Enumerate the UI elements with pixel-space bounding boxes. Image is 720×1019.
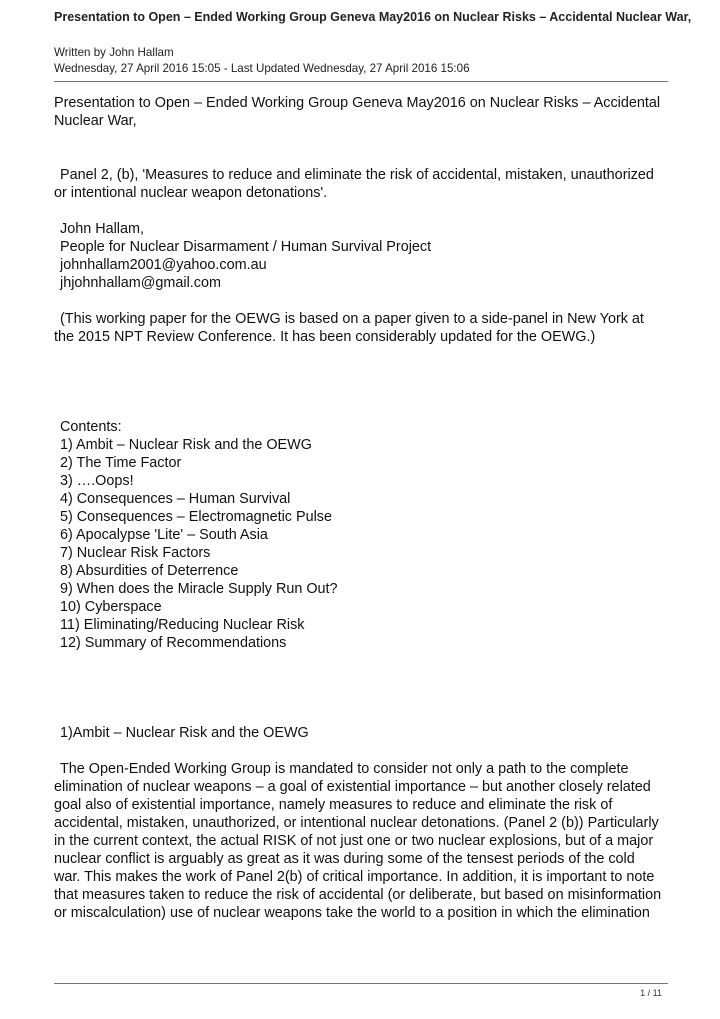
contents-item: 1) Ambit – Nuclear Risk and the OEWG — [60, 437, 312, 453]
contact-email: johnhallam2001@yahoo.com.au — [60, 257, 267, 273]
section-line: in the current context, the actual RISK of not just one or two nuclear explosions, but of a major — [54, 833, 654, 849]
section-line: that measures taken to reduce the risk of accidental (or deliberate, but based on misinformation — [54, 887, 662, 903]
contents-item: 9) When does the Miracle Supply Run Out? — [60, 581, 338, 597]
article-body — [54, 94, 666, 922]
contact-block — [54, 220, 666, 292]
contact-name: John Hallam, — [60, 221, 144, 237]
date-line: Wednesday, 27 April 2016 15:05 - Last Updated Wednesday, 27 April 2016 15:06 — [54, 62, 470, 75]
contents-item: 11) Eliminating/Reducing Nuclear Risk — [60, 617, 305, 633]
contents-item: 12) Summary of Recommendations — [60, 635, 287, 651]
note-paragraph — [54, 310, 666, 346]
running-title: Presentation to Open – Ended Working Group Geneva May2016 on Nuclear Risks – Accidental Nuclear War, — [54, 10, 692, 24]
panel-line: or intentional nuclear weapon detonations'. — [54, 185, 328, 201]
contact-email: jhjohnhallam@gmail.com — [60, 275, 221, 291]
contents-item: 4) Consequences – Human Survival — [60, 491, 291, 507]
note-line: (This working paper for the OEWG is based on a paper given to a side-panel in New York at — [60, 311, 644, 327]
section-heading-text: 1)Ambit – Nuclear Risk and the OEWG — [60, 725, 309, 741]
panel-paragraph — [54, 166, 666, 202]
section-line: elimination of nuclear weapons – a goal of existential importance – but another closely related — [54, 779, 651, 795]
section-line: nuclear conflict is arguably as great as it was during some of the tensest periods of the cold — [54, 851, 635, 867]
section-line: or miscalculation) use of nuclear weapons take the world to a position in which the elimination — [54, 905, 650, 921]
author-line: Written by John Hallam — [54, 46, 174, 59]
section-line: goal also of existential importance, namely measures to reduce and eliminate the risk of — [54, 797, 613, 813]
contents-item: 7) Nuclear Risk Factors — [60, 545, 211, 561]
article-title — [54, 94, 666, 130]
title-line: Presentation to Open – Ended Working Group Geneva May2016 on Nuclear Risks – Accidental — [54, 95, 661, 111]
panel-line: Panel 2, (b), 'Measures to reduce and eliminate the risk of accidental, mistaken, unauthorized — [60, 167, 654, 183]
contents-item: 3) ….Oops! — [60, 473, 134, 489]
title-line: Nuclear War, — [54, 113, 137, 129]
section-line: war. This makes the work of Panel 2(b) of critical importance. In addition, it is important to note — [54, 869, 655, 885]
section-heading — [54, 724, 666, 742]
page-number: 1 / 11 — [640, 988, 662, 998]
section-paragraph — [54, 760, 666, 922]
contents-item: 6) Apocalypse 'Lite' – South Asia — [60, 527, 268, 543]
header-rule — [54, 81, 668, 82]
contents-label: Contents: — [60, 419, 122, 435]
contents-item: 8) Absurdities of Deterrence — [60, 563, 239, 579]
section-line: accidental, mistaken, unauthorized, or intentional nuclear detonations. (Panel 2 (b)) Particularly — [54, 815, 659, 831]
note-line: the 2015 NPT Review Conference. It has been considerably updated for the OEWG.) — [54, 329, 596, 345]
contact-organization: People for Nuclear Disarmament / Human Survival Project — [60, 239, 432, 255]
contents-item: 2) The Time Factor — [60, 455, 182, 471]
contents-item: 5) Consequences – Electromagnetic Pulse — [60, 509, 332, 525]
contents-item: 10) Cyberspace — [60, 599, 162, 615]
section-line: The Open-Ended Working Group is mandated to consider not only a path to the complete — [60, 761, 629, 777]
footer-rule — [54, 983, 668, 984]
contents-list — [54, 418, 666, 652]
byline — [54, 45, 470, 77]
